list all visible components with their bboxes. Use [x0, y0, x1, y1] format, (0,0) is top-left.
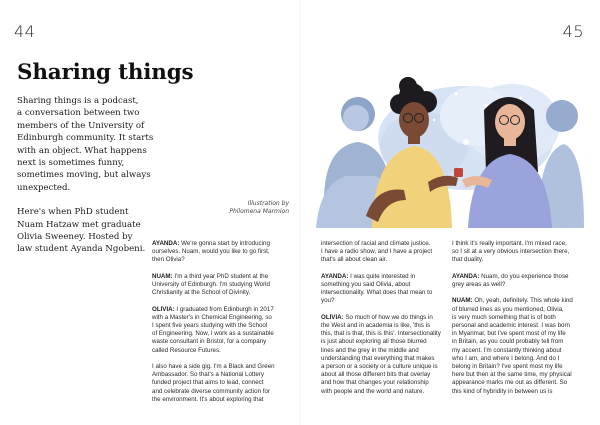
dialogue-paragraph [152, 363, 292, 404]
speaker-label: AYANDA: [452, 272, 480, 280]
dialogue-text: So much of how we do things in the West and in academia is like, 'this is this, that is that, this is this'. Intersectionality is just about exploring all those blurred lines and the grey in the middle and understanding that everything that makes a person or a society or a culture unique is about all those different bits that overlay and how that changes your relationship with people and the world and nature. [321, 313, 441, 395]
dialogue-paragraph [321, 240, 449, 265]
dialogue-paragraph [321, 314, 449, 396]
speaker-label: OLIVIA: [152, 305, 175, 313]
speaker-label: NUAM: [152, 272, 173, 280]
dialogue-paragraph [152, 306, 292, 355]
dialogue-text: I also have a side gig. I'm a Black and Green Ambassador. So that's a National Lottery funded project that aims to lead, connect and celebrate diverse community action for the environment. It's about exploring that [152, 363, 275, 403]
speaker-label: NUAM: [452, 297, 473, 305]
page-number-right: 45 [562, 22, 584, 41]
dialogue-text: I think it's really important. I'm mixed race, so I sit at a very obvious intersection there, that duality. [452, 240, 570, 264]
page-number-left: 44 [14, 22, 36, 41]
dialogue-paragraph [452, 297, 588, 395]
dialogue-paragraph [452, 240, 588, 265]
speaker-label: AYANDA: [321, 272, 349, 280]
speaker-label: OLIVIA: [321, 313, 344, 321]
illustration-credit: Illustration by Philomena Marmion [229, 200, 289, 215]
page-gutter [299, 0, 301, 425]
dialogue-text: Oh, yeah, definitely. This whole kind of blurred lines as you mentioned, Olivia, is very much something that is of both personal and academic interest. I was born in Myanmar, but I've spent most of my life in Britain, as you could probably tell from my accent. I'm constantly thinking about who I am, and where I belong. And do I belong in Britain? I've spent most my life here but then at the same time, my physical appearance marks me out as different. So this kind of hybridity in between us is [452, 297, 573, 395]
dialogue-text: intersection of racial and climate justice. I have a radio show, and I have a project that's all about clean air. [321, 240, 433, 264]
dialogue-paragraph [452, 273, 588, 289]
interview-column-1 [152, 240, 292, 412]
dialogue-text: I graduated from Edinburgh in 2017 with a Master's in Chemical Engineering, so I spent five years studying with the School of Engineering. Now, I work as a sustainable waste consultant in Bristol, for a company called Resource Futures. [152, 305, 274, 354]
dialogue-text: I was quite interested in something you said Olivia, about intersectionality. What does that mean to you? [321, 272, 433, 305]
dialogue-paragraph [152, 240, 292, 265]
interview-column-2 [321, 240, 449, 404]
intro-paragraph-2: Here's when PhD student Nuam Hatzaw met graduate Olivia Sweeney. Hosted by law student Ayanda Ngobeni. [17, 207, 146, 255]
dialogue-text: We're gonna start by introducing ourselves. Nuam, would you like to go first, then Olivia? [152, 240, 270, 264]
interview-column-3 [452, 240, 588, 404]
dialogue-text: I'm a third year PhD student at the University of Edinburgh. I'm studying World Christianity at the School of Divinity. [152, 272, 270, 297]
illustration [316, 76, 584, 228]
article-title: Sharing things [17, 60, 194, 85]
dialogue-text: Nuam, do you experience those grey areas as well? [452, 272, 569, 288]
intro-paragraph-1: Sharing things is a podcast, a conversation between two members of the University of Edinburgh community. It starts with an object. What happens next is sometimes funny, sometimes moving, but always unexpected. [17, 96, 154, 193]
dialogue-paragraph [152, 273, 292, 298]
dialogue-paragraph [321, 273, 449, 306]
speaker-label: AYANDA: [152, 240, 180, 247]
